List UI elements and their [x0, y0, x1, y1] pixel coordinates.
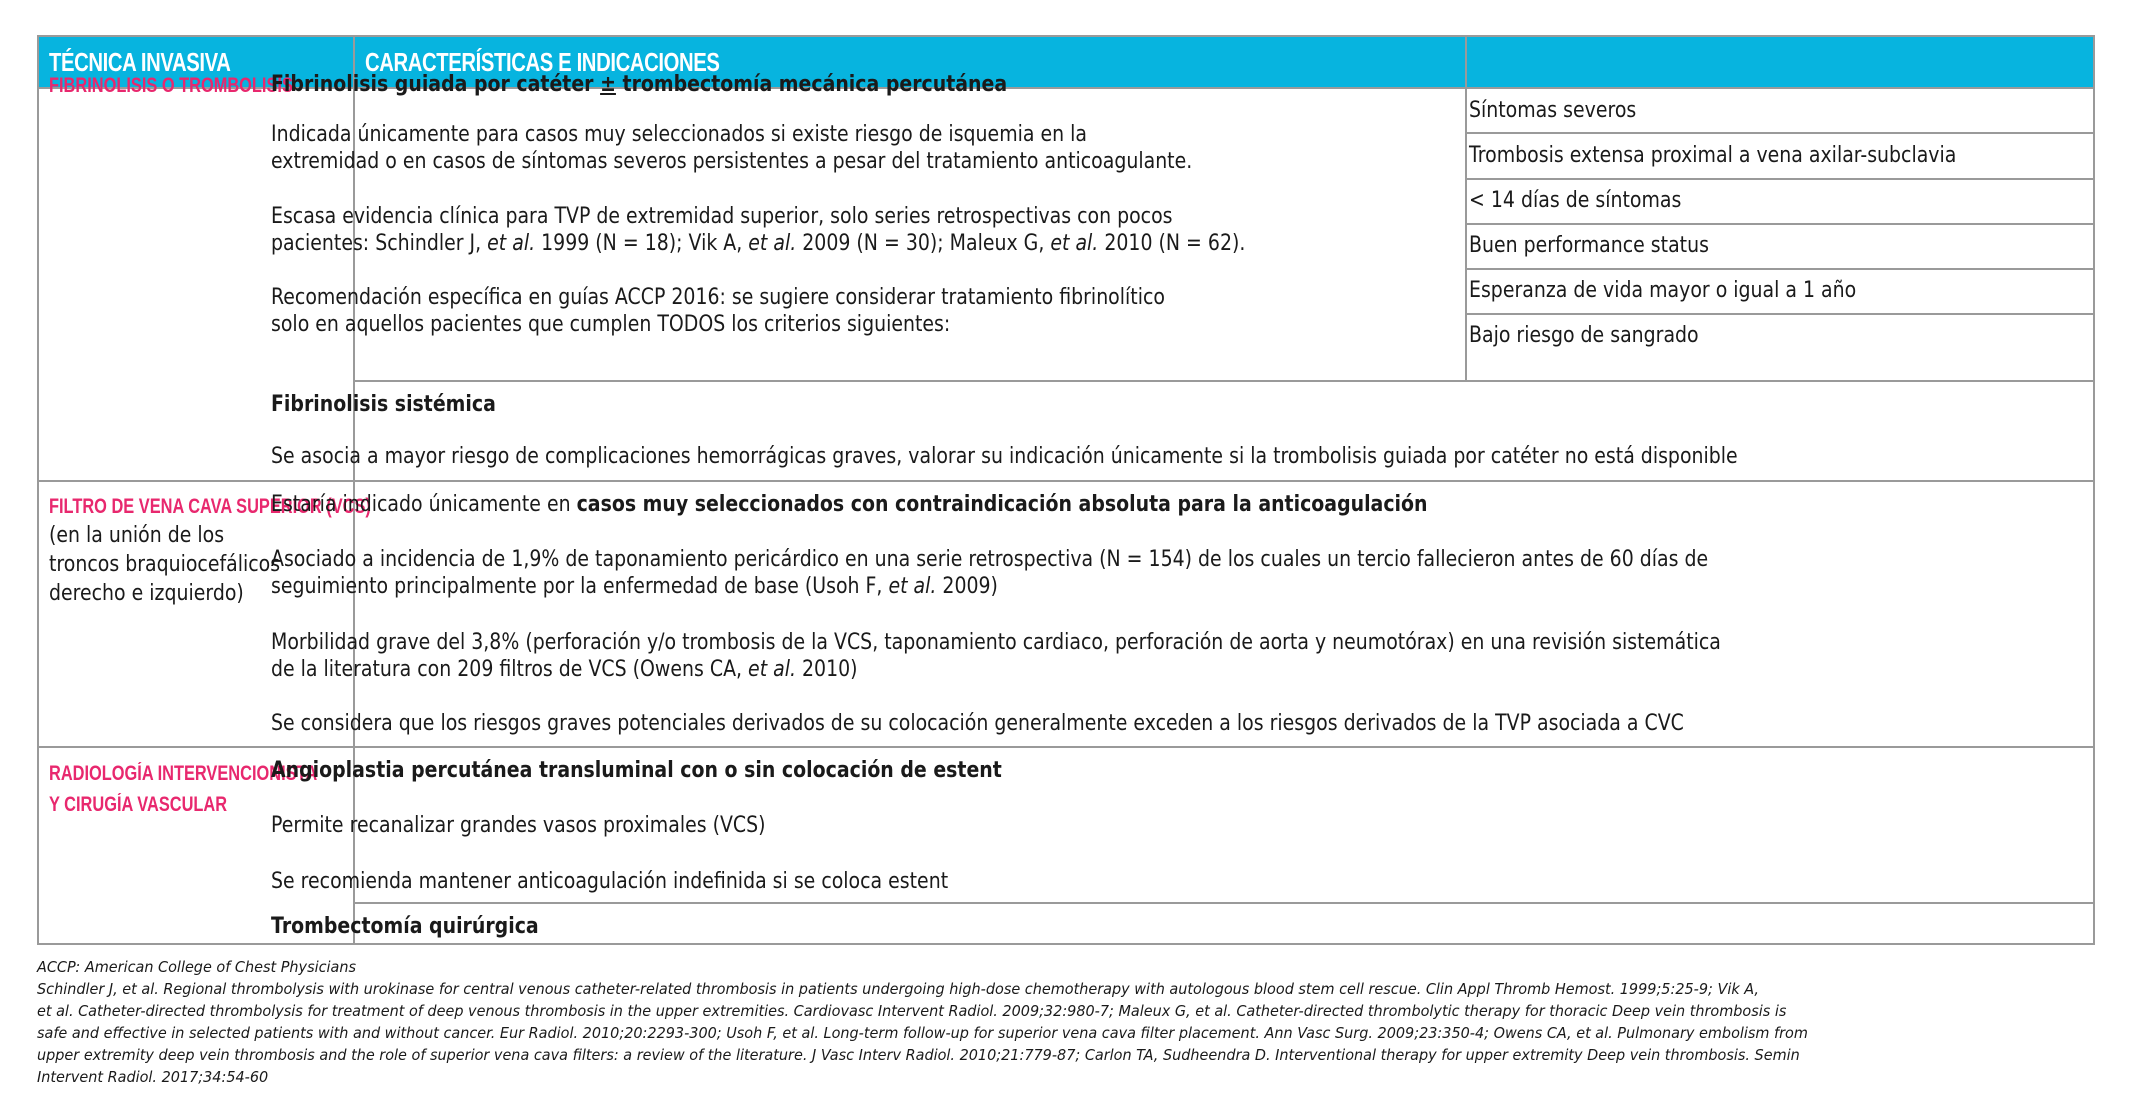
text: seguimiento principalmente por la enfermedad de base (Usoh F,: [271, 574, 889, 599]
paragraph-recomendacion-l2: solo en aquellos pacientes que cumplen TODOS los criterios siguientes:: [271, 312, 951, 337]
paragraph-asociado-l1: Asociado a incidencia de 1,9% de taponamiento pericárdico en una serie retrospectiva (N = 154) de los cuales un tercio fallecieron antes de 60 días de: [271, 547, 1709, 572]
row-sublabel-l1: (en la unión de los: [49, 523, 225, 548]
header-divider-2: [1465, 37, 1467, 382]
text: pacientes: Schindler J,: [271, 231, 488, 256]
row-sublabel-l3: derecho e izquierdo): [49, 581, 244, 606]
criteria-item: Bajo riesgo de sangrado: [1469, 323, 1699, 348]
footnote-reference-line: safe and effective in selected patients with and without cancer. Eur Radiol. 2010;20:2293-300; Usoh F, et al. Long-term follow-up for superior vena cava filter placement. Ann Vasc Surg. 2009;23:350-4; Owens CA, et al. Pulmonary embolism from: [37, 1024, 1808, 1042]
section-title-sistemica: Fibrinolisis sistémica: [271, 392, 496, 417]
text: 1999 (N = 18); Vik A,: [535, 231, 749, 256]
et-al: et al.: [748, 657, 797, 682]
paragraph-se-considera: Se considera que los riesgos graves potenciales derivados de su colocación generalmente exceden a los riesgos derivados de la TVP asociada a CVC: [271, 711, 1684, 736]
row-label-radiologia-l2: Y CIRUGÍA VASCULAR: [49, 793, 228, 816]
paragraph-escasa-l2: [271, 230, 1245, 258]
criteria-item: Buen performance status: [1469, 233, 1709, 258]
criteria-item: Síntomas severos: [1469, 98, 1637, 123]
paragraph-indicada-l2: extremidad o en casos de síntomas severos persistentes a pesar del tratamiento anticoagulante.: [271, 149, 1193, 174]
footnote-reference-line: upper extremity deep vein thrombosis and the role of superior vena cava filters: a review of the literature. J Vasc Interv Radiol. 2010;21:779-87; Carlon TA, Sudheendra D. Interventional therapy for upper extremity Deep vein thrombosis. Semin: [37, 1046, 1800, 1064]
section-title-cateter: [271, 71, 1007, 99]
title-text: trombectomía mecánica percutánea: [615, 72, 1008, 97]
bold-text: casos muy seleccionados con contraindicación absoluta para la anticoagulación: [576, 492, 1428, 517]
row-divider: [39, 480, 2093, 482]
paragraph-sistemica: Se asocia a mayor riesgo de complicaciones hemorrágicas graves, valorar su indicación únicamente si la trombolisis guiada por catéter no está disponible: [271, 444, 1738, 469]
paragraph-escasa-l1: Escasa evidencia clínica para TVP de extremidad superior, solo series retrospectivas con pocos: [271, 204, 1173, 229]
row-label-fibrinolisis: FIBRINOLISIS O TROMBOLISIS: [49, 74, 293, 97]
section-title-trombectomia: Trombectomía quirúrgica: [271, 914, 539, 939]
criteria-item: < 14 días de síntomas: [1469, 188, 1682, 213]
criteria-item: Trombosis extensa proximal a vena axilar-subclavia: [1469, 143, 1957, 168]
paragraph-morbilidad-l2: [271, 656, 858, 684]
paragraph-morbilidad-l1: Morbilidad grave del 3,8% (perforación y/o trombosis de la VCS, taponamiento cardiaco, perforación de aorta y neumotórax) en una revisión sistemática: [271, 630, 1721, 655]
et-al: et al.: [1050, 231, 1099, 256]
row-label-radiologia-l1: RADIOLOGÍA INTERVENCIONISTA: [49, 762, 318, 785]
text: 2010 (N = 62).: [1098, 231, 1246, 256]
paragraph-indicada-l1: Indicada únicamente para casos muy seleccionados si existe riesgo de isquemia en la: [271, 122, 1087, 147]
text: 2010): [796, 657, 858, 682]
paragraph-permite: Permite recanalizar grandes vasos proximales (VCS): [271, 813, 766, 838]
footnote-abbreviation: ACCP: American College of Chest Physicians: [37, 958, 356, 976]
paragraph-recomendacion-l1: Recomendación específica en guías ACCP 2016: se sugiere considerar tratamiento fibrinolítico: [271, 285, 1165, 310]
et-al: et al.: [748, 231, 797, 256]
invasive-techniques-table: [37, 35, 2095, 945]
criteria-item: Esperanza de vida mayor o igual a 1 año: [1469, 278, 1857, 303]
text: de la literatura con 209 filtros de VCS (Owens CA,: [271, 657, 749, 682]
et-al: et al.: [888, 574, 937, 599]
section-title-angioplastia: Angioplastia percutánea transluminal con o sin colocación de estent: [271, 758, 1002, 783]
paragraph-asociado-l2: [271, 573, 998, 601]
header-tecnica-invasiva: TÉCNICA INVASIVA: [49, 47, 231, 77]
footnote-reference-line: Intervent Radiol. 2017;34:54-60: [37, 1068, 269, 1086]
plus-minus-symbol: ±: [600, 72, 616, 97]
footnote-reference-line: et al. Catheter-directed thrombolysis for treatment of deep venous thrombosis in the upper extremities. Cardiovasc Intervent Radiol. 2009;32:980-7; Maleux G, et al. Catheter-directed thrombolytic therapy for thoracic Deep vein thrombosis is: [37, 1002, 1787, 1020]
text: 2009 (N = 30); Maleux G,: [796, 231, 1051, 256]
header-caracteristicas: CARACTERÍSTICAS E INDICACIONES: [365, 47, 720, 77]
et-al: et al.: [487, 231, 536, 256]
row-divider: [39, 746, 2093, 748]
text: 2009): [936, 574, 998, 599]
title-text: Fibrinolisis guiada por catéter: [271, 72, 601, 97]
subrow-divider: [353, 380, 2093, 382]
text: Estaría indicado únicamente en: [271, 492, 577, 517]
row-sublabel-l2: troncos braquiocefálicos: [49, 552, 281, 577]
row-label-filtro-vcs: FILTRO DE VENA CAVA SUPERIOR (VCS): [49, 495, 371, 518]
paragraph-se-recomienda: Se recomienda mantener anticoagulación indefinida si se coloca estent: [271, 869, 949, 894]
subrow-divider: [353, 902, 2093, 904]
paragraph-estaria: [271, 491, 1427, 519]
footnote-reference-line: Schindler J, et al. Regional thrombolysis with urokinase for central venous catheter-related thrombosis in patients undergoing high-dose chemotherapy with autologous blood stem cell rescue. Clin Appl Thromb Hemost. 1999;5:25-9; Vik A,: [37, 980, 1759, 998]
